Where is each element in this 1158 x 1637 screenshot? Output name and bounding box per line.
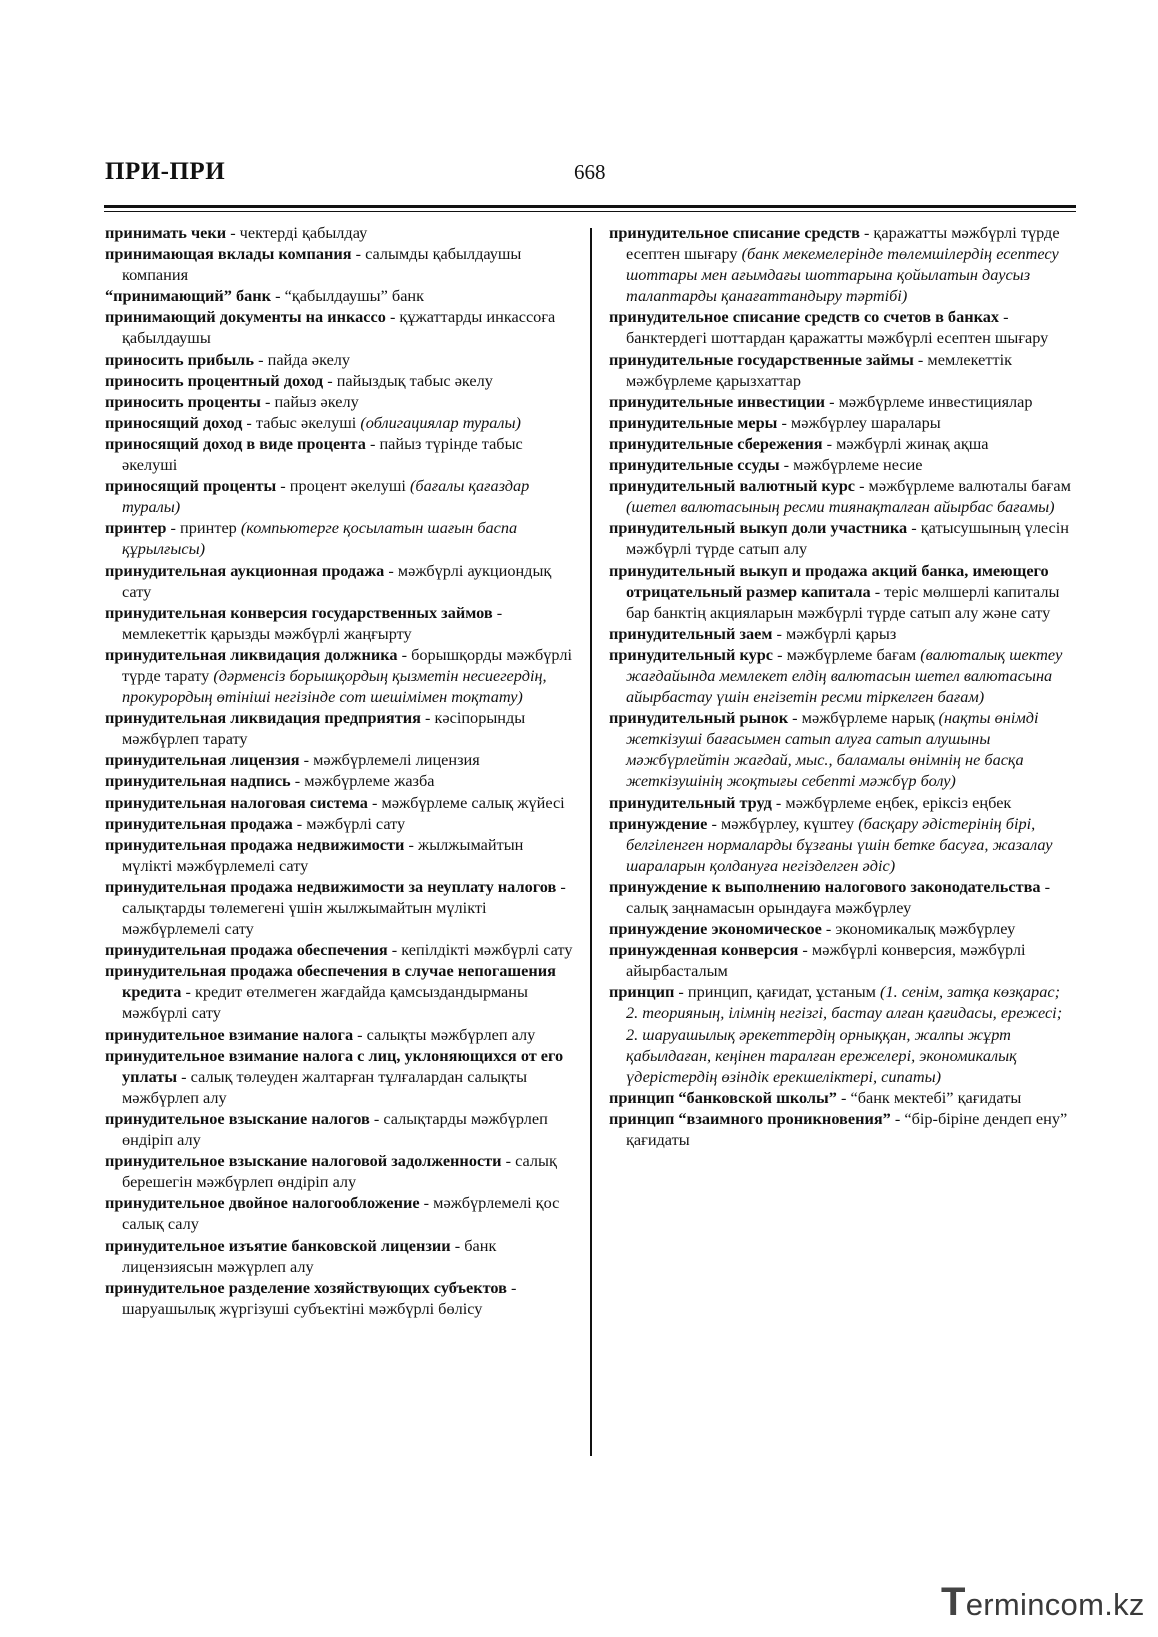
dictionary-entry bbox=[609, 707, 1075, 791]
dictionary-entry bbox=[609, 876, 1075, 918]
entry-definition: - қатысушының үлесін мәжбүрлі түрде сатып алу bbox=[626, 518, 1069, 559]
dictionary-entry bbox=[105, 1108, 573, 1150]
dictionary-entry bbox=[609, 939, 1075, 981]
dictionary-entry bbox=[609, 349, 1075, 391]
entry-note: (дәрменсіз борышқордың қызметін несиегердің, прокурордың өтініші негізінде сот шешімімен тоқтату) bbox=[122, 665, 547, 707]
entry-term: принудительное взыскание налогов bbox=[105, 1108, 370, 1128]
dictionary-entry bbox=[609, 644, 1075, 707]
entry-definition: - мәжбүрлеме инвестициялар bbox=[825, 391, 1033, 411]
entry-term: принцип “банковской школы” bbox=[609, 1087, 837, 1107]
entry-term: принудительная надпись bbox=[105, 771, 291, 791]
left-column bbox=[105, 222, 573, 1319]
entry-note: (нақты өнімді жеткізуші бағасымен сатып алуға сатып алушыны мәжбүрлейтін жағдай, мыс., баламалы өнімнің не басқа жеткізушінің жоқтығы себепті мәжбүр болу) bbox=[626, 708, 1039, 791]
dictionary-entry bbox=[105, 370, 573, 391]
dictionary-entry bbox=[105, 749, 573, 770]
entry-term: принтер bbox=[105, 518, 167, 538]
entry-term: принуждение к выполнению налогового законодательства bbox=[609, 876, 1041, 896]
entry-term: принудительная аукционная продажа bbox=[105, 560, 385, 580]
entry-definition: - мәжбүрлі қарыз bbox=[772, 623, 897, 643]
entry-definition: - салықтарды мәжбүрлеп өндіріп алу bbox=[122, 1108, 548, 1150]
entry-definition: - салық берешегін мәжбүрлеп өндіріп алу bbox=[122, 1151, 557, 1192]
dictionary-entry bbox=[609, 981, 1075, 1086]
entry-definition: - “қабылдаушы” банк bbox=[271, 286, 425, 306]
entry-definition: - құжаттарды инкассоға қабылдаушы bbox=[122, 307, 556, 348]
dictionary-entry bbox=[609, 517, 1075, 559]
entry-term: принудительные ссуды bbox=[609, 455, 780, 475]
entry-note: (шетел валютасының ресми тиянақталған айырбас бағамы) bbox=[626, 497, 1055, 517]
entry-note: (1. сенім, затқа көзқарас; 2. теорияның, ілімнің негізгі, бастау алған қағидасы, ережесі; 2. шаруашылық әрекеттердің орныққан, жалпы жұрт қабылдаған, кеңінен таралған ережелері, экономикалық үдерістердің өзіндік ерекшеліктері, сипаты) bbox=[626, 982, 1063, 1086]
entry-note: (басқару әдістерінің бірі, белгіленген нормаларды бұзғаны үшін бетке басуға, жазалау шараларын қолдануға негізделген әдіс) bbox=[626, 813, 1053, 875]
dictionary-entry bbox=[105, 876, 573, 939]
dictionary-entry bbox=[105, 813, 573, 834]
entry-definition: - кредит өтелмеген жағдайда қамсыздандырманы мәжбүрлі сату bbox=[122, 982, 528, 1023]
entry-definition: - экономикалық мәжбүрлеу bbox=[821, 919, 1016, 939]
dictionary-entry bbox=[105, 960, 573, 1023]
entry-term: принудительная продажа недвижимости bbox=[105, 834, 405, 854]
entry-term: приносящий проценты bbox=[105, 476, 277, 496]
entry-term: приносящий доход bbox=[105, 412, 243, 432]
entry-definition: - борышқорды мәжбүрлі түрде тарату bbox=[122, 644, 572, 685]
entry-term: принудительный выкуп и продажа акций банка, имеющего отрицательный размер капитала bbox=[609, 560, 1049, 601]
entry-term: принцип “взаимного проникновения” bbox=[609, 1108, 891, 1128]
entry-term: принудительная продажа обеспечения в случае непогашения кредита bbox=[105, 961, 556, 1002]
dictionary-entry bbox=[105, 1150, 573, 1192]
entry-definition: - мәжбүрлі сату bbox=[292, 813, 406, 833]
entry-definition: - мәжбүрлі аукциондық сату bbox=[122, 560, 552, 601]
entry-term: принудительный валютный курс bbox=[609, 476, 855, 496]
entry-definition: - мәжбүрлеу, күштеу bbox=[707, 813, 859, 833]
entry-definition: - “банк мектебі” қағидаты bbox=[836, 1087, 1022, 1107]
entry-term: принудительные сбережения bbox=[609, 433, 823, 453]
entry-term: принудительная лицензия bbox=[105, 750, 300, 770]
entry-definition: - банктердегі шоттардан қаражатты мәжбүрлі есептен шығару bbox=[626, 307, 1049, 348]
entry-definition: - салықты мәжбүрлеп алу bbox=[353, 1024, 536, 1044]
entry-definition: - қаражатты мәжбүрлі түрде есептен шығару bbox=[626, 223, 1060, 264]
dictionary-entry bbox=[105, 391, 573, 412]
entry-definition: - пайда әкелу bbox=[254, 349, 351, 369]
entry-term: принудительное взимание налога bbox=[105, 1024, 354, 1044]
entry-term: принуждение экономическое bbox=[609, 919, 822, 939]
dictionary-entry bbox=[609, 560, 1075, 623]
entry-definition: - табыс әкелуші bbox=[242, 412, 361, 432]
header-rule-thick bbox=[104, 205, 1076, 208]
entry-definition: - кепілдікті мәжбүрлі сату bbox=[387, 940, 573, 960]
entry-note: (валюталық шектеу жағдайында мемлекет елдің валютасын шетел валютасына айырбастау үшін енгізетін ресми тіркелген бағам) bbox=[626, 644, 1063, 707]
dictionary-entry bbox=[609, 918, 1075, 939]
entry-definition: - мәжбүрлеме нарық bbox=[788, 708, 939, 728]
entry-definition: - мәжбүрлі жинақ ақша bbox=[822, 433, 989, 453]
dictionary-entry bbox=[609, 1108, 1075, 1150]
entry-term: принудительная конверсия государственных займов bbox=[105, 602, 493, 622]
entry-term: принудительное взыскание налоговой задолженности bbox=[105, 1151, 502, 1171]
dictionary-entry bbox=[609, 475, 1075, 517]
dictionary-entry bbox=[105, 243, 573, 285]
entry-term: принимающая вклады компания bbox=[105, 244, 352, 264]
dictionary-entry bbox=[609, 306, 1075, 348]
entry-term: “принимающий” банк bbox=[105, 286, 272, 306]
entry-term: принудительная продажа bbox=[105, 813, 293, 833]
dictionary-entry bbox=[105, 792, 573, 813]
entry-definition: - мәжбүрлеме жазба bbox=[290, 771, 435, 791]
dictionary-entry bbox=[609, 412, 1075, 433]
entry-term: принудительная ликвидация предприятия bbox=[105, 708, 421, 728]
entry-term: принудительная продажа обеспечения bbox=[105, 940, 388, 960]
dictionary-entry bbox=[609, 792, 1075, 813]
entry-term: принудительный рынок bbox=[609, 708, 789, 728]
dictionary-entry bbox=[105, 560, 573, 602]
dictionary-entry bbox=[105, 517, 573, 559]
entry-definition: - мәжбүрлеме салық жүйесі bbox=[367, 792, 565, 812]
column-divider bbox=[590, 228, 592, 1456]
entry-definition: - салымды қабылдаушы компания bbox=[122, 244, 522, 285]
entry-definition: - банк лицензиясын мәжүрлеп алу bbox=[122, 1235, 497, 1276]
dictionary-entry bbox=[105, 349, 573, 370]
entry-term: принудительные меры bbox=[609, 412, 778, 432]
entry-term: приносящий доход в виде процента bbox=[105, 433, 366, 453]
dictionary-entry bbox=[105, 644, 573, 707]
entry-definition: - принцип, қағидат, ұстаным bbox=[674, 982, 881, 1002]
entry-term: принудительное двойное налогообложение bbox=[105, 1193, 420, 1213]
entry-note: (банк мекемелерінде төлемшілердің есептесу шоттары мен ағымдағы шоттарына қойылатын даусыз талаптарды қанағаттандыру тәртібі) bbox=[626, 244, 1059, 306]
entry-term: принудительные государственные займы bbox=[609, 349, 914, 369]
entry-term: принуждение bbox=[609, 813, 708, 833]
entry-definition: - пайыздық табыс әкелу bbox=[323, 370, 493, 390]
dictionary-entry bbox=[105, 602, 573, 644]
dictionary-entry bbox=[609, 433, 1075, 454]
entry-definition: - шаруашылық жүргізуші субъектіні мәжбүрлі бөлісу bbox=[122, 1277, 517, 1318]
page-number: 668 bbox=[574, 160, 606, 184]
entry-term: принимающий документы на инкассо bbox=[105, 307, 386, 327]
entry-note: (облигациялар туралы) bbox=[360, 412, 521, 432]
dictionary-entry bbox=[105, 939, 573, 960]
dictionary-entry bbox=[105, 306, 573, 348]
dictionary-entry bbox=[105, 285, 573, 306]
dictionary-entry bbox=[105, 433, 573, 475]
entry-term: принужденная конверсия bbox=[609, 940, 799, 960]
entry-definition: - мәжбүрлі конверсия, мәжбүрлі айырбасталым bbox=[626, 940, 1026, 981]
entry-definition: - мәжбүрлеме валюталы бағам bbox=[855, 476, 1071, 496]
entry-term: принудительное взимание налога с лиц, уклоняющихся от его уплаты bbox=[105, 1045, 564, 1086]
entry-definition: - пайыз әкелу bbox=[260, 391, 359, 411]
entry-definition: - мәжбүрлемелі лицензия bbox=[299, 750, 480, 770]
dictionary-entry bbox=[105, 1235, 573, 1277]
entry-term: принудительный выкуп доли участника bbox=[609, 518, 908, 538]
entry-term: приносить процентный доход bbox=[105, 370, 324, 390]
entry-definition: - процент әкелуші bbox=[276, 476, 410, 496]
dictionary-entry bbox=[105, 770, 573, 791]
right-column bbox=[609, 222, 1075, 1150]
entry-term: принцип bbox=[609, 982, 675, 1002]
entry-term: принудительное списание средств bbox=[609, 223, 860, 242]
dictionary-entry bbox=[609, 454, 1075, 475]
entry-definition: - “бір-біріне дендеп ену” қағидаты bbox=[626, 1108, 1068, 1150]
entry-note: (бағалы қағаздар туралы) bbox=[122, 476, 530, 517]
entry-term: принудительное списание средств со счетов в банках bbox=[609, 307, 1000, 327]
dictionary-entry bbox=[609, 623, 1075, 644]
dictionary-entry bbox=[609, 222, 1075, 306]
entry-definition: - мәжбүрлеу шаралары bbox=[777, 412, 941, 432]
entry-definition: - салық төлеуден жалтарған тұлғалардан салықты мәжбүрлеп алу bbox=[122, 1066, 528, 1107]
dictionary-entry bbox=[105, 1045, 573, 1108]
entry-definition: - салық заңнамасын орындауға мәжбүрлеу bbox=[626, 876, 1051, 917]
entry-definition: - теріс мөлшерлі капиталы бар банктің акцияларын мәжбүрлі түрде сатып алу және сату bbox=[626, 581, 1060, 622]
entry-term: принудительный курс bbox=[609, 644, 774, 664]
entry-definition: - чектерді қабылдау bbox=[226, 223, 368, 242]
entry-definition: - кәсіпорынды мәжбүрлеп тарату bbox=[122, 708, 526, 749]
entry-note: (компьютерге қосылатын шағын баспа құрылғысы) bbox=[122, 518, 518, 559]
entry-term: принудительная ликвидация должника bbox=[105, 644, 398, 664]
dictionary-entry bbox=[105, 412, 573, 433]
entry-term: принудительные инвестиции bbox=[609, 391, 826, 411]
dictionary-entry bbox=[105, 1192, 573, 1234]
entry-definition: - салықтарды төлемегені үшін жылжымайтын мүлікті мәжбүрлемелі сату bbox=[122, 876, 566, 939]
entry-term: принимать чеки bbox=[105, 223, 227, 242]
page-title: ПРИ-ПРИ bbox=[105, 158, 226, 185]
entry-term: принудительная продажа недвижимости за неуплату налогов bbox=[105, 876, 557, 896]
entry-definition: - пайыз түрінде табыс әкелуші bbox=[122, 433, 523, 475]
dictionary-entry bbox=[609, 391, 1075, 412]
dictionary-entry bbox=[105, 707, 573, 749]
entry-definition: - жылжымайтын мүлікті мәжбүрлемелі сату bbox=[122, 834, 524, 875]
dictionary-entry bbox=[609, 1087, 1075, 1108]
dictionary-entry bbox=[105, 834, 573, 876]
entry-definition: - мемлекеттік қарызды мәжбүрлі жаңғырту bbox=[122, 602, 503, 643]
entry-definition: - мәжбүрлемелі қос салық салу bbox=[122, 1193, 560, 1234]
dictionary-entry bbox=[105, 1024, 573, 1045]
entry-term: принудительный труд bbox=[609, 792, 772, 812]
entry-definition: - принтер bbox=[166, 518, 241, 538]
entry-term: принудительная налоговая система bbox=[105, 792, 368, 812]
entry-term: принудительное разделение хозяйствующих субъектов bbox=[105, 1277, 507, 1297]
entry-term: приносить проценты bbox=[105, 391, 261, 411]
entry-definition: - мәжбүрлеме бағам bbox=[773, 644, 921, 664]
entry-definition: - мемлекеттік мәжбүрлеме қарызхаттар bbox=[626, 349, 1012, 390]
dictionary-entry bbox=[105, 475, 573, 517]
dictionary-entry bbox=[609, 813, 1075, 876]
header-rule-thin bbox=[104, 211, 1076, 212]
dictionary-entry bbox=[105, 1277, 573, 1319]
entry-term: принудительный заем bbox=[609, 623, 773, 643]
entry-term: принудительное изъятие банковской лицензии bbox=[105, 1235, 451, 1255]
entry-definition: - мәжбүрлеме еңбек, еріксіз еңбек bbox=[771, 792, 1012, 812]
termincom-logo: Termincom.kz bbox=[941, 1580, 1145, 1624]
entry-definition: - мәжбүрлеме несие bbox=[779, 455, 923, 475]
entry-term: приносить прибыль bbox=[105, 349, 255, 369]
dictionary-entry bbox=[105, 222, 573, 243]
